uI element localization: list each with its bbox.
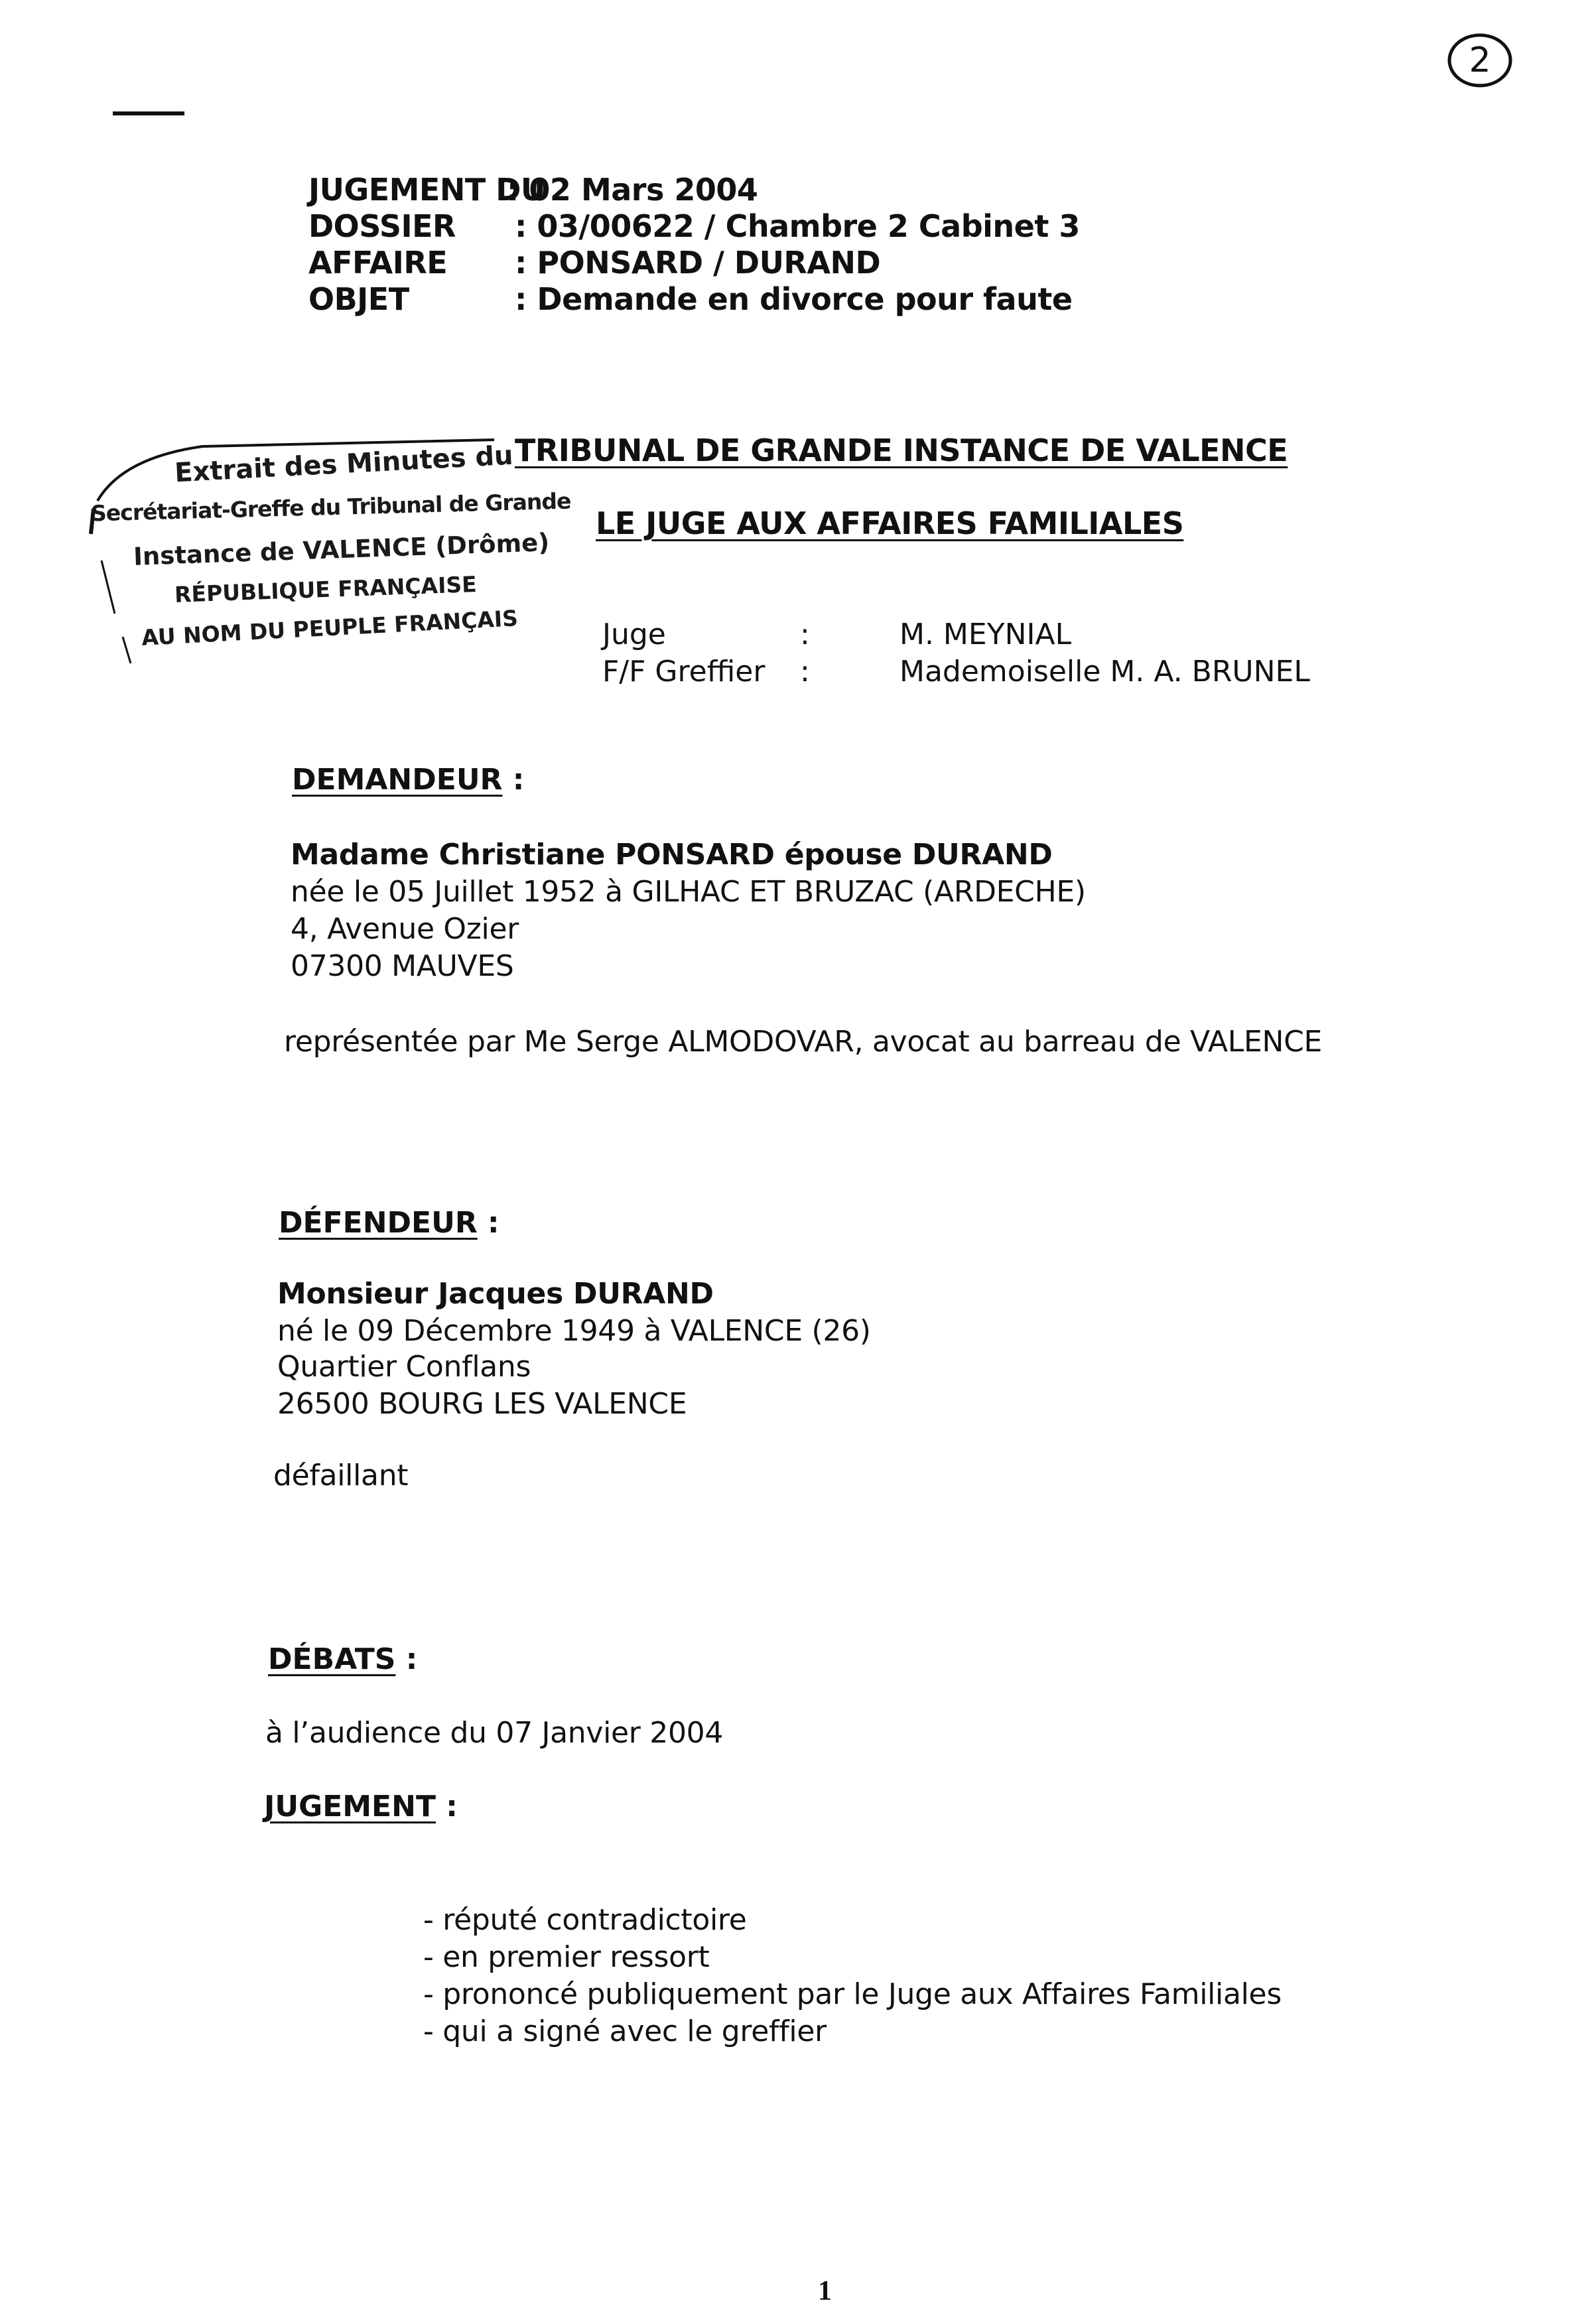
affaire-label: AFFAIRE: [308, 245, 448, 281]
judge-name: M. MEYNIAL: [899, 618, 1072, 651]
stamp-line-3: Instance de VALENCE (Drôme): [133, 528, 550, 571]
debates-title-suffix: :: [395, 1642, 418, 1676]
dossier-label: DOSSIER: [308, 208, 456, 244]
debates-text: à l’audience du 07 Janvier 2004: [265, 1716, 724, 1750]
clerk-label: F/F Greffier: [602, 655, 765, 689]
debates-title: DÉBATS: [268, 1642, 396, 1676]
plaintiff-title: DEMANDEUR: [292, 763, 503, 797]
judge-colon: :: [800, 618, 810, 651]
judge-label: Juge: [602, 618, 666, 651]
plaintiff-name: Madame Christiane PONSARD épouse DURAND: [291, 838, 1053, 872]
judgment-date-value: : 02 Mars 2004: [507, 172, 758, 208]
plaintiff-birth: née le 05 Juillet 1952 à GILHAC ET BRUZAC (ARDECHE): [291, 875, 1086, 909]
judgment-item: - prononcé publiquement par le Juge aux Affaires Familiales: [423, 1977, 1282, 2011]
affaire-value: : PONSARD / DURAND: [515, 245, 881, 281]
judgment-item: - qui a signé avec le greffier: [423, 2014, 827, 2048]
svg-text:2: 2: [1469, 40, 1491, 80]
defendant-address-2: 26500 BOURG LES VALENCE: [277, 1387, 687, 1421]
clerk-colon: :: [800, 655, 810, 689]
stamp-line-1: Extrait des Minutes du: [174, 440, 514, 489]
judgment-title-suffix: :: [435, 1790, 458, 1823]
judge-title: LE JUGE AUX AFFAIRES FAMILIALES: [596, 505, 1184, 541]
objet-value: : Demande en divorce pour faute: [515, 281, 1073, 317]
judgment-item: - réputé contradictoire: [423, 1903, 747, 1937]
clerk-name: Mademoiselle M. A. BRUNEL: [899, 655, 1310, 689]
plaintiff-title-suffix: :: [502, 763, 525, 797]
judgment-date-label: JUGEMENT DU: [308, 172, 545, 208]
defendant-heading: [279, 1206, 499, 1240]
plaintiff-address-1: 4, Avenue Ozier: [291, 912, 519, 946]
stamp-line-4: RÉPUBLIQUE FRANÇAISE: [174, 571, 478, 608]
court-name: TRIBUNAL DE GRANDE INSTANCE DE VALENCE: [515, 432, 1288, 468]
judgment-item: - en premier ressort: [423, 1940, 710, 1974]
dossier-value: : 03/00622 / Chambre 2 Cabinet 3: [515, 208, 1080, 244]
defendant-title: DÉFENDEUR: [279, 1206, 478, 1240]
plaintiff-representation: représentée par Me Serge ALMODOVAR, avocat au barreau de VALENCE: [284, 1025, 1323, 1059]
court-stamp: [83, 434, 571, 673]
defendant-title-suffix: :: [477, 1206, 499, 1240]
plaintiff-heading: [292, 763, 524, 797]
margin-dash: [113, 111, 184, 115]
debates-heading: [268, 1642, 417, 1676]
stamp-line-5: AU NOM DU PEUPLE FRANÇAIS: [141, 605, 519, 651]
stamp-line-2: Secrétariat-Greffe du Tribunal de Grande: [90, 488, 571, 527]
defendant-address-1: Quartier Conflans: [277, 1350, 531, 1384]
defendant-status: défaillant: [273, 1459, 409, 1492]
defendant-name: Monsieur Jacques DURAND: [277, 1277, 714, 1311]
objet-label: OBJET: [308, 281, 409, 317]
page-number: 1: [818, 2276, 832, 2306]
judgment-heading: [264, 1790, 458, 1823]
plaintiff-address-2: 07300 MAUVES: [291, 949, 514, 983]
defendant-birth: né le 09 Décembre 1949 à VALENCE (26): [277, 1314, 871, 1348]
judgment-title: JUGEMENT: [264, 1790, 436, 1823]
handwritten-page-mark: [1443, 31, 1516, 90]
